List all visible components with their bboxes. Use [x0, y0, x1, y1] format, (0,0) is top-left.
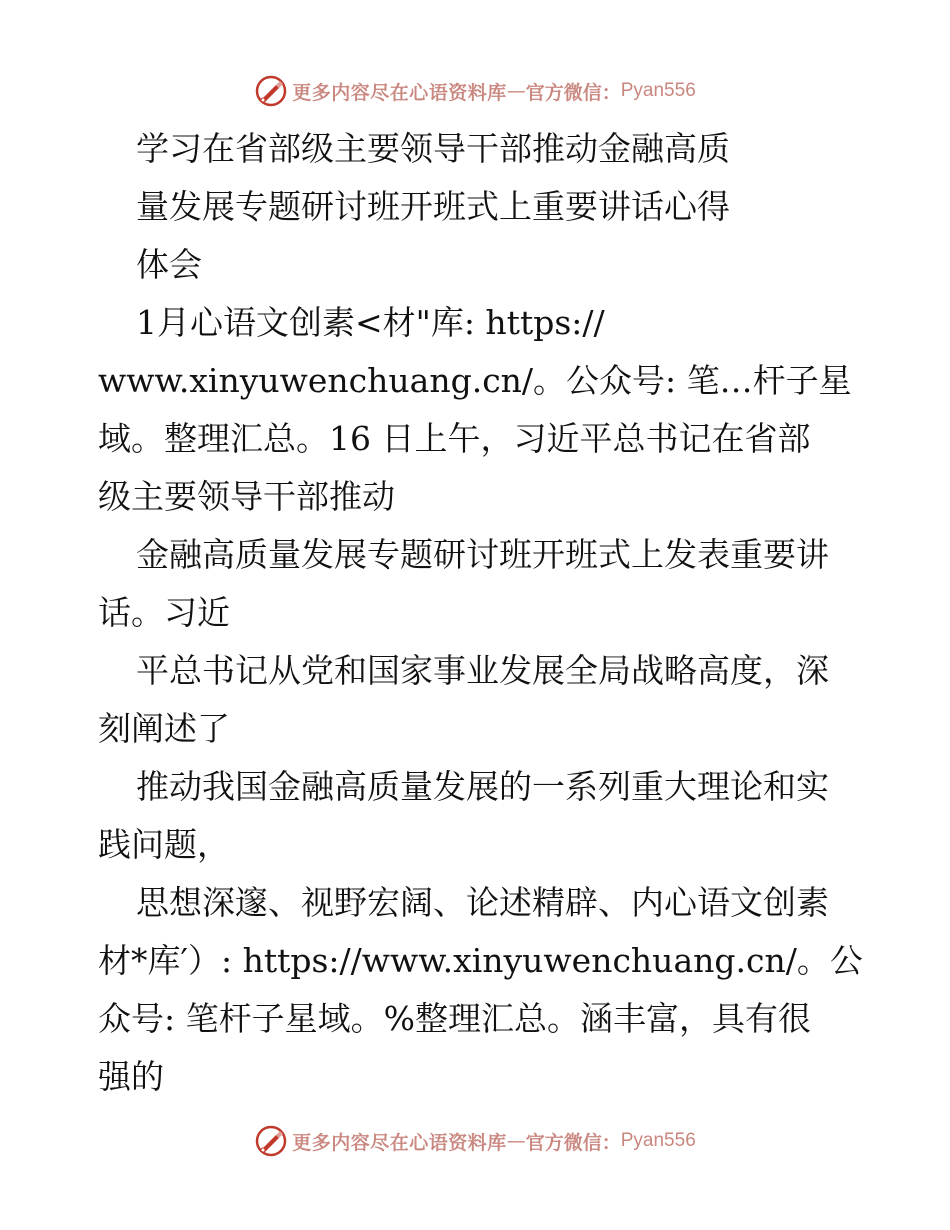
document-body: [98, 120, 863, 1106]
banner-site-text: 更多内容尽在心语资料库: [292, 81, 507, 104]
banner-separator: —: [506, 80, 526, 102]
paragraph-line: 践问题，: [98, 825, 230, 864]
banner-site-text: 更多内容尽在心语资料库: [292, 1131, 507, 1154]
paragraph-line: 强的: [98, 1057, 164, 1096]
paragraph-line: 平总书记从党和国家事业发展全局战略高度，深: [136, 651, 829, 690]
banner-wechat-handle: Pyan556: [620, 1130, 696, 1151]
paragraph-line: 级主要领导干部推动: [98, 477, 395, 516]
paragraph-line: 材*库′）: https://www.xinyuwenchuang.cn/。公: [98, 941, 863, 980]
footer-watermark-banner: [0, 1121, 950, 1161]
banner-separator: —: [506, 1130, 526, 1152]
paragraph-line: 刻阐述了: [98, 709, 230, 748]
title-line-3: 体会: [136, 245, 202, 284]
paragraph-line: www.xinyuwenchuang.cn/。公众号: 笔…杆子星: [98, 361, 852, 400]
paragraph-line: 推动我国金融高质量发展的一系列重大理论和实: [136, 767, 829, 806]
header-watermark-banner: [0, 71, 950, 111]
paragraph-line: 域。整理汇总。16 日上午，习近平总书记在省部: [98, 419, 811, 458]
paragraph-line: 众号: 笔杆子星域。%整理汇总。涵丰富，具有很: [98, 999, 811, 1038]
banner-wechat-handle: Pyan556: [620, 80, 696, 101]
pen-logo-icon: [254, 1124, 288, 1158]
paragraph-line: 思想深邃、视野宏阔、论述精辟、内心语文创素: [136, 883, 829, 922]
banner-wechat-label: 官方微信：: [525, 1131, 621, 1154]
title-line-1: 学习在省部级主要领导干部推动金融高质: [136, 129, 730, 168]
title-line-2: 量发展专题研讨班开班式上重要讲话心得: [136, 187, 730, 226]
paragraph-line: 话。习近: [98, 593, 230, 632]
pen-logo-icon: [254, 74, 288, 108]
banner-wechat-label: 官方微信：: [525, 81, 621, 104]
paragraph-line: 1月心语文创素<材"库: https://: [136, 303, 605, 342]
paragraph-line: 金融高质量发展专题研讨班开班式上发表重要讲: [136, 535, 829, 574]
